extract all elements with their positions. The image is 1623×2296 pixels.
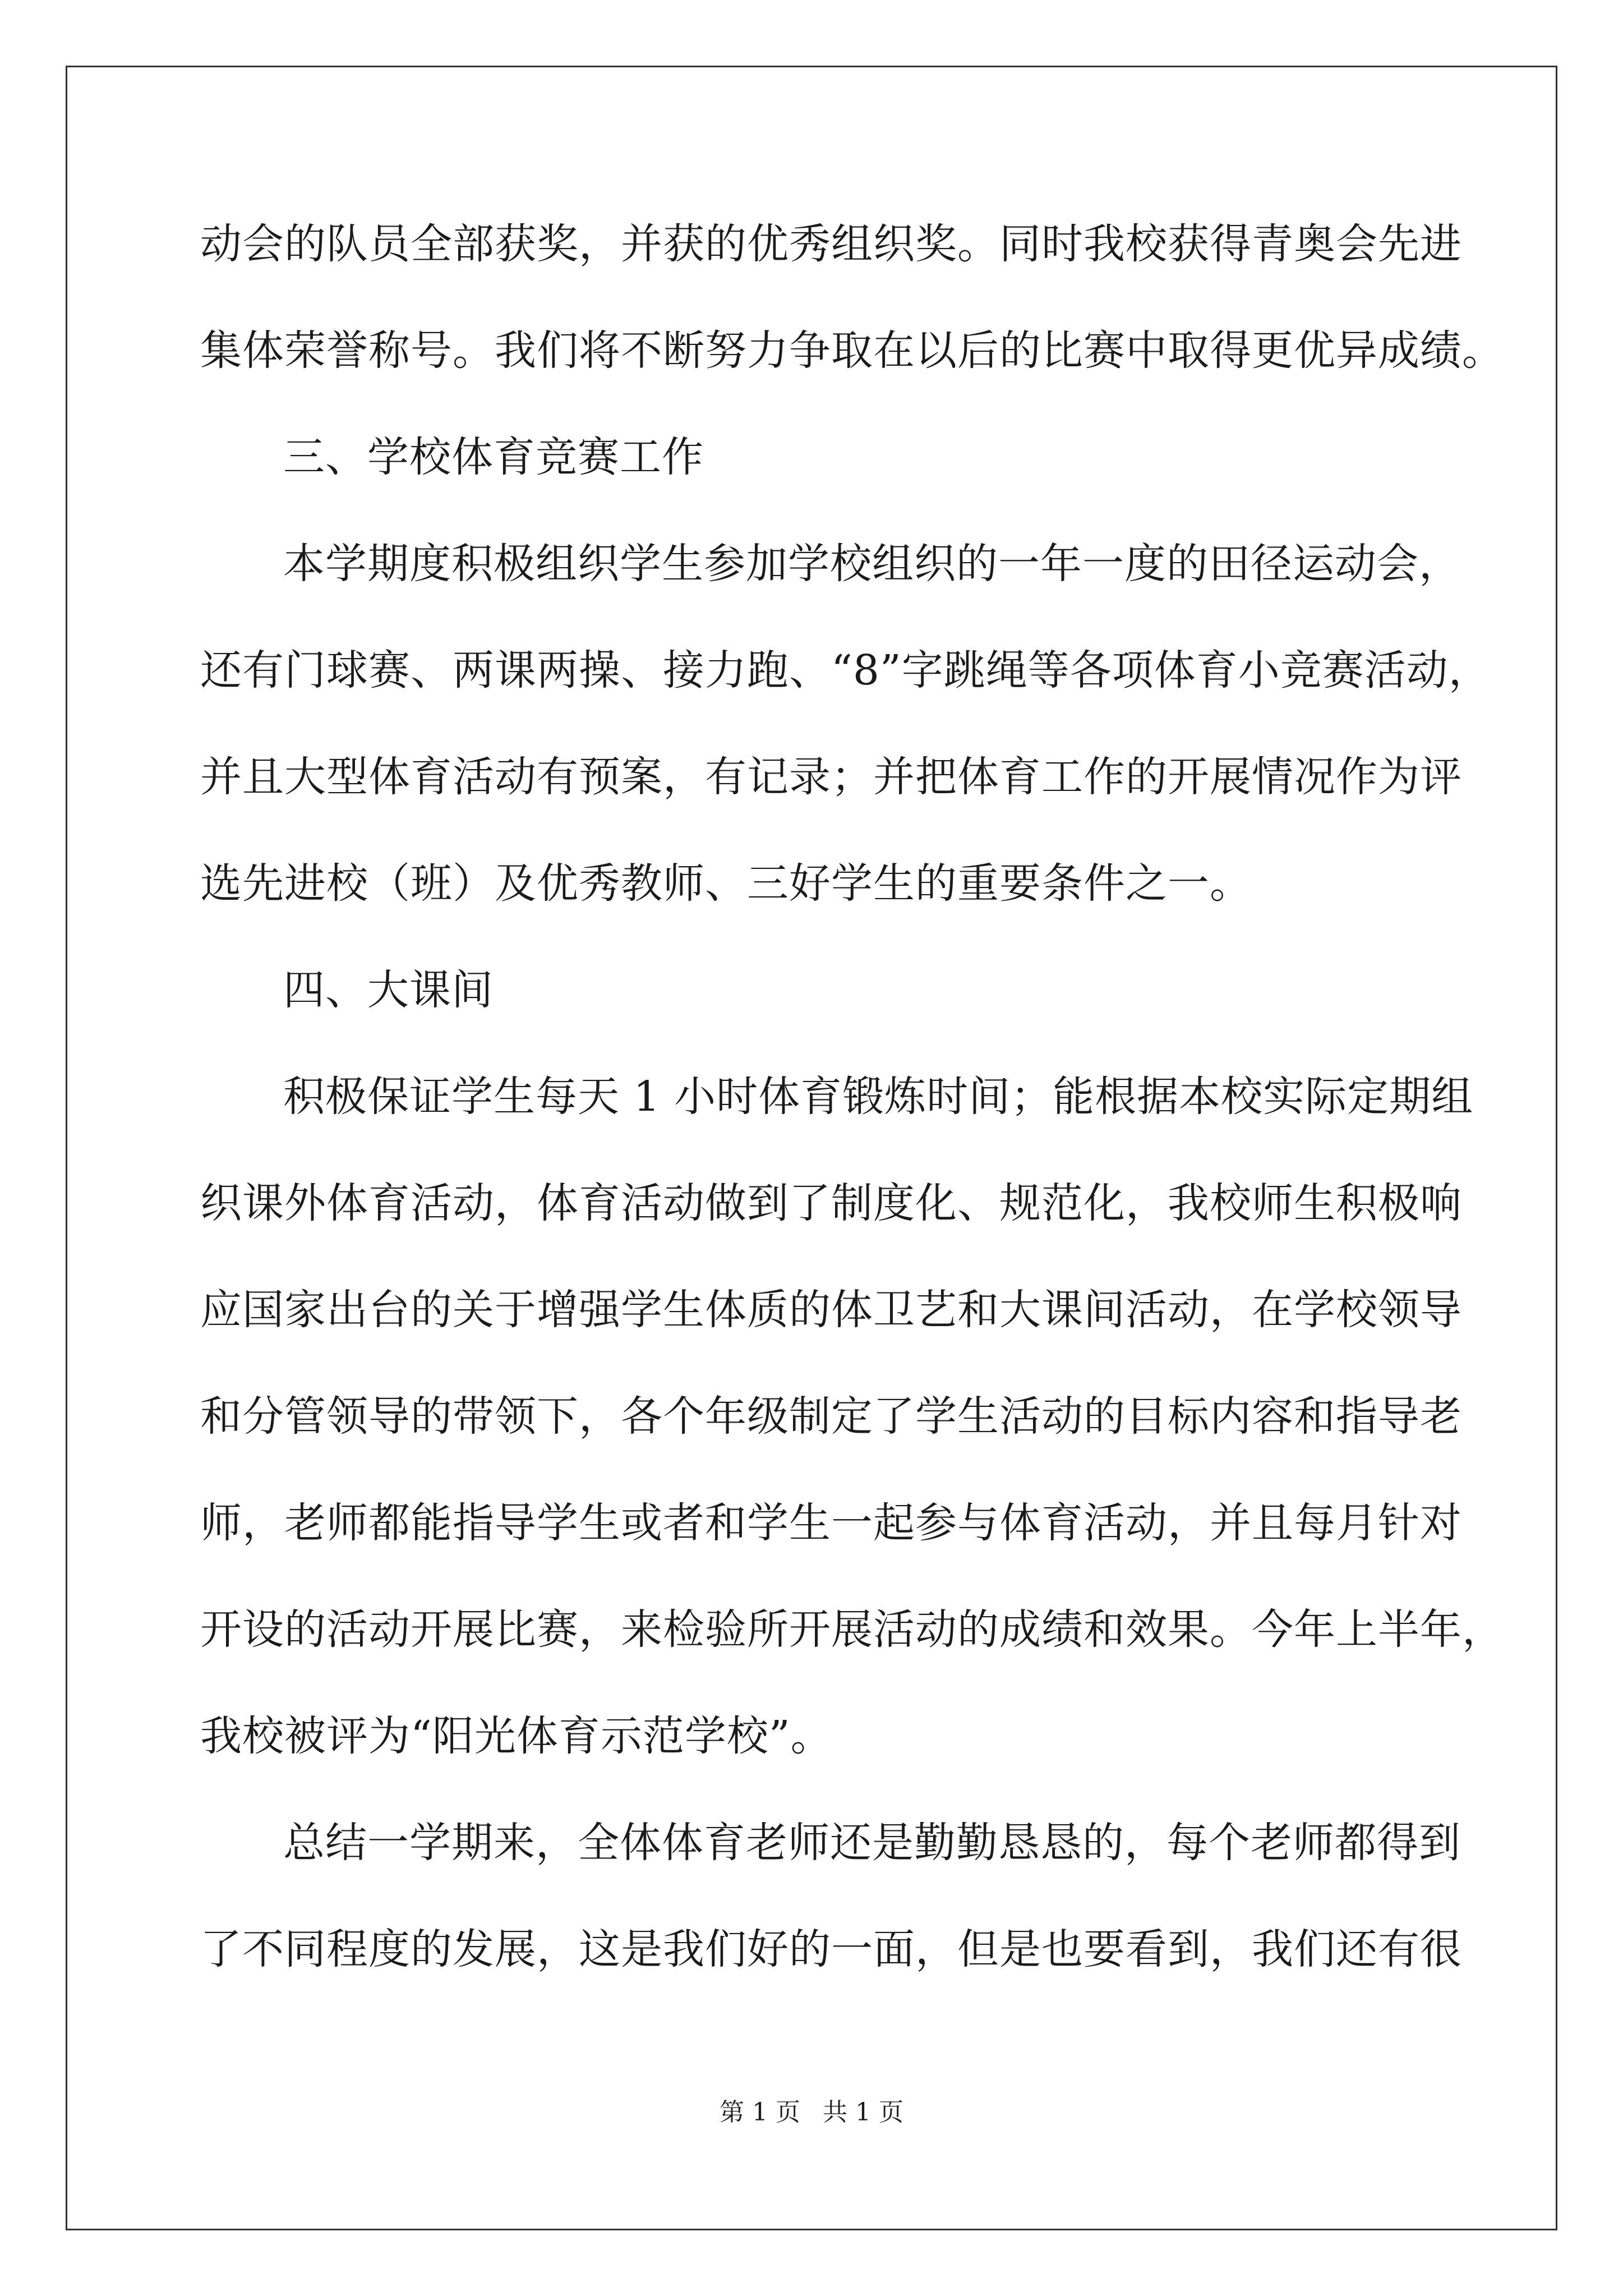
text-line-9: 积极保证学生每天 1 小时体育锻炼时间；能根据本校实际定期组 <box>283 1073 1474 1121</box>
document-body <box>200 213 1504 2025</box>
text-line-15: 我校被评为“阳光体育示范学校”。 <box>200 1712 833 1760</box>
section-heading-4: 四、大课间 <box>283 966 494 1014</box>
text-line-1: 动会的队员全部获奖，并获的优秀组织奖。同时我校获得青奥会先进 <box>200 220 1462 268</box>
text-line-4: 本学期度积极组织学生参加学校组织的一年一度的田径运动会， <box>283 540 1461 588</box>
page-footer <box>0 2096 1623 2129</box>
text-line-13: 师，老师都能指导学生或者和学生一起参与体育活动，并且每月针对 <box>200 1499 1462 1547</box>
section-heading-3: 三、学校体育竞赛工作 <box>283 433 704 481</box>
text-line-14: 开设的活动开展比赛，来检验所开展活动的成绩和效果。今年上半年， <box>200 1605 1504 1654</box>
text-line-12: 和分管领导的带领下，各个年级制定了学生活动的目标内容和指导老 <box>200 1392 1462 1441</box>
text-line-6: 并且大型体育活动有预案，有记录；并把体育工作的开展情况作为评 <box>200 753 1462 801</box>
text-line-10: 织课外体育活动，体育活动做到了制度化、规范化，我校师生积极响 <box>200 1179 1462 1227</box>
page-number: 第 1 页 <box>720 2098 800 2127</box>
text-line-5: 还有门球赛、两课两操、接力跑、“8”字跳绳等各项体育小竞赛活动， <box>200 646 1491 694</box>
text-line-7: 选先进校（班）及优秀教师、三好学生的重要条件之一。 <box>200 859 1252 908</box>
text-line-11: 应国家出台的关于增强学生体质的体卫艺和大课间活动，在学校领导 <box>200 1286 1462 1334</box>
text-line-17: 了不同程度的发展，这是我们好的一面，但是也要看到，我们还有很 <box>200 1925 1462 1973</box>
text-line-16: 总结一学期来，全体体育老师还是勤勤恳恳的，每个老师都得到 <box>283 1819 1461 1867</box>
page-total: 共 1 页 <box>823 2098 903 2127</box>
text-line-2: 集体荣誉称号。我们将不断努力争取在以后的比赛中取得更优异成绩。 <box>200 326 1504 375</box>
